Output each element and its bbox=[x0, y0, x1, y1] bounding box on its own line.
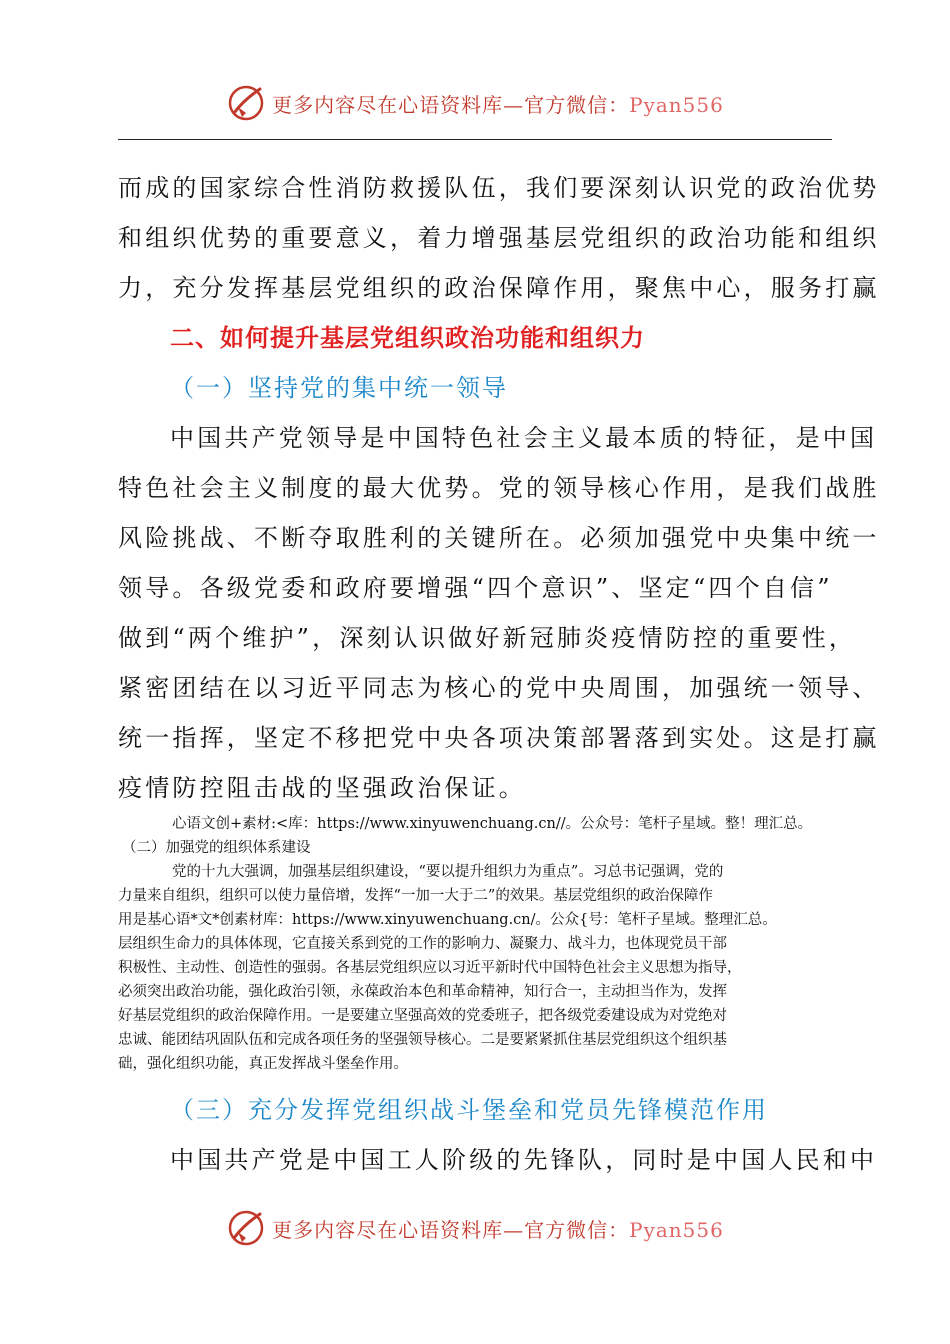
subsection-heading-1: （一）坚持党的集中统一领导 bbox=[170, 374, 508, 402]
subsection-heading-2: （二）加强党的组织体系建设 bbox=[122, 840, 311, 856]
small-paragraph-line: 好基层党组织的政治保障作用。一是要建立坚强高效的党委班子，把各级党委建设成为对党绝对 bbox=[118, 1008, 727, 1024]
paragraph-line: 中国共产党是中国工人阶级的先锋队，同时是中国人民和中 bbox=[170, 1146, 878, 1174]
header-banner bbox=[0, 78, 950, 128]
small-paragraph-line: 必须突出政治功能，强化政治引领，永葆政治本色和革命精神，知行合一，主动担当作为，发挥 bbox=[118, 984, 727, 1000]
paragraph-line: 中国共产党领导是中国特色社会主义最本质的特征，是中国 bbox=[170, 424, 878, 452]
paragraph-line: 统一指挥，坚定不移把党中央各项决策部署落到实处。这是打赢 bbox=[118, 724, 880, 752]
header-divider bbox=[118, 139, 832, 140]
banner-text bbox=[272, 89, 724, 118]
small-paragraph-line: 层组织生命力的具体体现，它直接关系到党的工作的影响力、凝聚力、战斗力，也体现党员干部 bbox=[118, 936, 727, 952]
small-paragraph-line: 积极性、主动性、创造性的强弱。各基层党组织应以习近平新时代中国特色社会主义思想为指导， bbox=[118, 960, 742, 976]
banner-wechat-id: Pyan556 bbox=[629, 92, 724, 117]
paragraph-line: 做到“两个维护”，深刻认识做好新冠肺炎疫情防控的重要性， bbox=[118, 624, 857, 652]
paragraph-line: 而成的国家综合性消防救援队伍，我们要深刻认识党的政治优势 bbox=[118, 174, 880, 202]
watermark-line: 心语文创+素材:<库：https://www.xinyuwenchuang.cn//。公众号：笔杆子星域。整！理汇总。 bbox=[172, 816, 813, 832]
banner-wechat-id: Pyan556 bbox=[629, 1217, 724, 1242]
small-paragraph-line: 力量来自组织，组织可以使力量倍增，发挥“一加一大于二”的效果。基层党组织的政治保障作 bbox=[118, 888, 713, 904]
small-paragraph-line: 础，强化组织功能，真正发挥战斗堡垒作用。 bbox=[118, 1056, 408, 1072]
paragraph-line: 特色社会主义制度的最大优势。党的领导核心作用，是我们战胜 bbox=[118, 474, 880, 502]
banner-label: 更多内容尽在心语资料库—官方微信： bbox=[272, 92, 630, 117]
paragraph-line: 疫情防控阻击战的坚强政治保证。 bbox=[118, 774, 526, 802]
pen-circle-icon bbox=[226, 1208, 266, 1248]
small-paragraph-line: 党的十九大强调，加强基层组织建设，“要以提升组织力为重点”。习总书记强调，党的 bbox=[172, 864, 724, 880]
section-heading: 二、如何提升基层党组织政治功能和组织力 bbox=[170, 324, 645, 352]
footer-banner bbox=[0, 1203, 950, 1253]
small-paragraph-line: 忠诚、能团结巩固队伍和完成各项任务的坚强领导核心。二是要紧紧抓住基层党组织这个组织基 bbox=[118, 1032, 727, 1048]
paragraph-line: 风险挑战、不断夺取胜利的关键所在。必须加强党中央集中统一 bbox=[118, 524, 880, 552]
small-paragraph-line: 用是基心语*文*创素材库：https://www.xinyuwenchuang.cn/。公众{号：笔杆子星域。整理汇总。 bbox=[118, 912, 777, 928]
banner-text bbox=[272, 1214, 724, 1243]
paragraph-line: 领导。各级党委和政府要增强“四个意识”、坚定“四个自信” bbox=[118, 574, 833, 602]
subsection-heading-3: （三）充分发挥党组织战斗堡垒和党员先锋模范作用 bbox=[170, 1096, 768, 1124]
paragraph-line: 和组织优势的重要意义，着力增强基层党组织的政治功能和组织 bbox=[118, 224, 880, 252]
banner-label: 更多内容尽在心语资料库—官方微信： bbox=[272, 1217, 630, 1242]
pen-circle-icon bbox=[226, 83, 266, 123]
paragraph-line: 紧密团结在以习近平同志为核心的党中央周围，加强统一领导、 bbox=[118, 674, 880, 702]
paragraph-line: 力，充分发挥基层党组织的政治保障作用，聚焦中心，服务打赢 bbox=[118, 274, 880, 302]
